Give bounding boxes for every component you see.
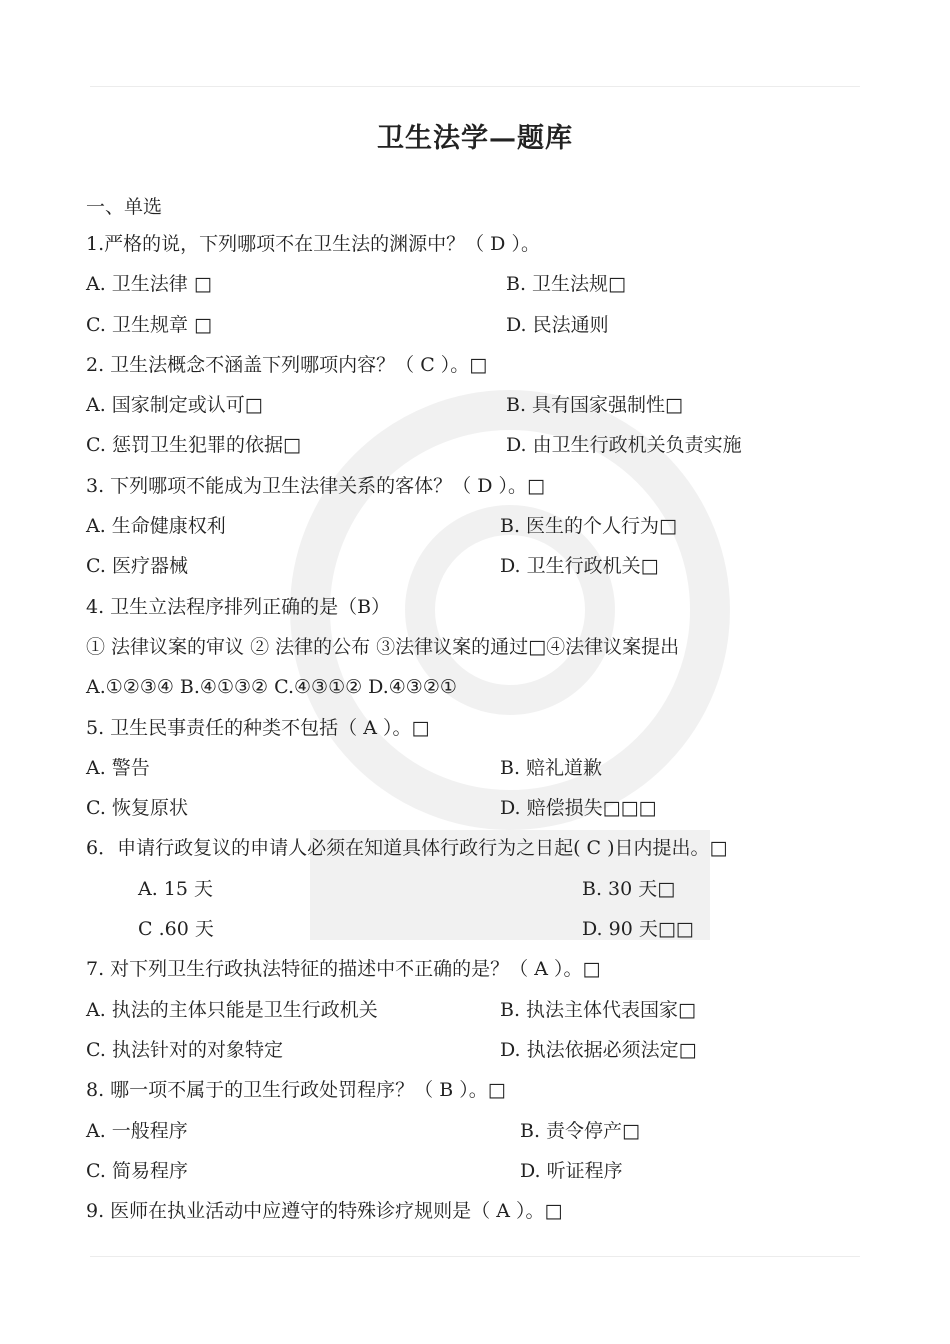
option-row: [86, 998, 866, 1038]
question-stem: 2. 卫生法概念不涵盖下列哪项内容？（ C ）。□: [86, 353, 488, 376]
answer-option: C. 执法针对的对象特定: [86, 1038, 283, 1061]
answer-option: A. 一般程序: [86, 1119, 188, 1142]
answer-option: B. 卫生法规□: [506, 273, 626, 296]
question-stem: 1.严格的说，下列哪项不在卫生法的渊源中？（ D ）。: [86, 233, 540, 255]
answer-option: D. 民法通则: [506, 313, 609, 336]
section-heading: 一、单选: [86, 196, 163, 218]
answer-option: C. 恢复原状: [86, 797, 188, 820]
answer-option: B. 具有国家强制性□: [506, 394, 683, 417]
option-row: [86, 877, 866, 917]
answer-option: A. 生命健康权利: [86, 515, 226, 538]
question-stem: 5. 卫生民事责任的种类不包括（ A ）。□: [86, 716, 430, 739]
option-row: [86, 313, 866, 353]
answer-option: D. 卫生行政机关□: [500, 555, 659, 578]
answer-option: A. 国家制定或认可□: [86, 394, 263, 417]
option-row: [86, 1119, 866, 1159]
answer-option: D. 执法依据必须法定□: [500, 1038, 697, 1061]
option-row: [86, 756, 866, 796]
option-row: [86, 554, 866, 594]
answer-option: D. 90 天□□: [582, 918, 694, 941]
option-line: A.①②③④ B.④①③② C.④③①② D.④③②①: [86, 676, 457, 699]
footer-rule: [90, 1256, 860, 1257]
answer-option: B. 执法主体代表国家□: [500, 998, 696, 1021]
answer-option: D. 听证程序: [520, 1159, 623, 1182]
option-row: [86, 1159, 866, 1199]
answer-option: C .60 天: [138, 918, 214, 941]
question-list: [86, 232, 866, 1239]
answer-option: C. 卫生规章 □: [86, 313, 212, 336]
option-row: [86, 917, 866, 957]
answer-option: C. 简易程序: [86, 1159, 188, 1182]
question-stem: 4. 卫生立法程序排列正确的是（B）: [86, 595, 391, 618]
answer-option: B. 赔礼道歉: [500, 756, 603, 779]
answer-option: B. 责令停产□: [520, 1119, 640, 1142]
question-stem: 3. 下列哪项不能成为卫生法律关系的客体？（ D ）。□: [86, 474, 545, 497]
option-row: [86, 796, 866, 836]
option-row: [86, 514, 866, 554]
question-stem: 8. 哪一项不属于的卫生行政处罚程序？（ B ）。□: [86, 1079, 506, 1102]
answer-option: C. 医疗器械: [86, 555, 188, 578]
option-row: [86, 433, 866, 473]
answer-option: D. 由卫生行政机关负责实施: [506, 434, 742, 457]
answer-option: C. 惩罚卫生犯罪的依据□: [86, 434, 301, 457]
answer-option: D. 赔偿损失□□□: [500, 797, 657, 820]
option-row: [86, 393, 866, 433]
option-row: [86, 272, 866, 312]
answer-option: B. 30 天□: [582, 877, 676, 900]
question-stem: 7. 对下列卫生行政执法特征的描述中不正确的是？（ A ）。□: [86, 958, 601, 981]
question-stem: 9. 医师在执业活动中应遵守的特殊诊疗规则是（ A ）。□: [86, 1200, 563, 1223]
question-stem: 6．申请行政复议的申请人必须在知道具体行政行为之日起( C )日内提出。□: [86, 837, 728, 860]
header-rule: [90, 86, 860, 87]
page-title: 卫生法学—题库: [377, 123, 573, 154]
answer-option: B. 医生的个人行为□: [500, 515, 677, 538]
answer-option: A. 警告: [86, 756, 150, 779]
option-row: [86, 1038, 866, 1078]
answer-option: A. 卫生法律 □: [86, 273, 212, 296]
option-line: ① 法律议案的审议 ② 法律的公布 ③法律议案的通过□④法律议案提出: [86, 635, 680, 658]
answer-option: A. 执法的主体只能是卫生行政机关: [86, 998, 378, 1021]
answer-option: A. 15 天: [138, 877, 214, 900]
